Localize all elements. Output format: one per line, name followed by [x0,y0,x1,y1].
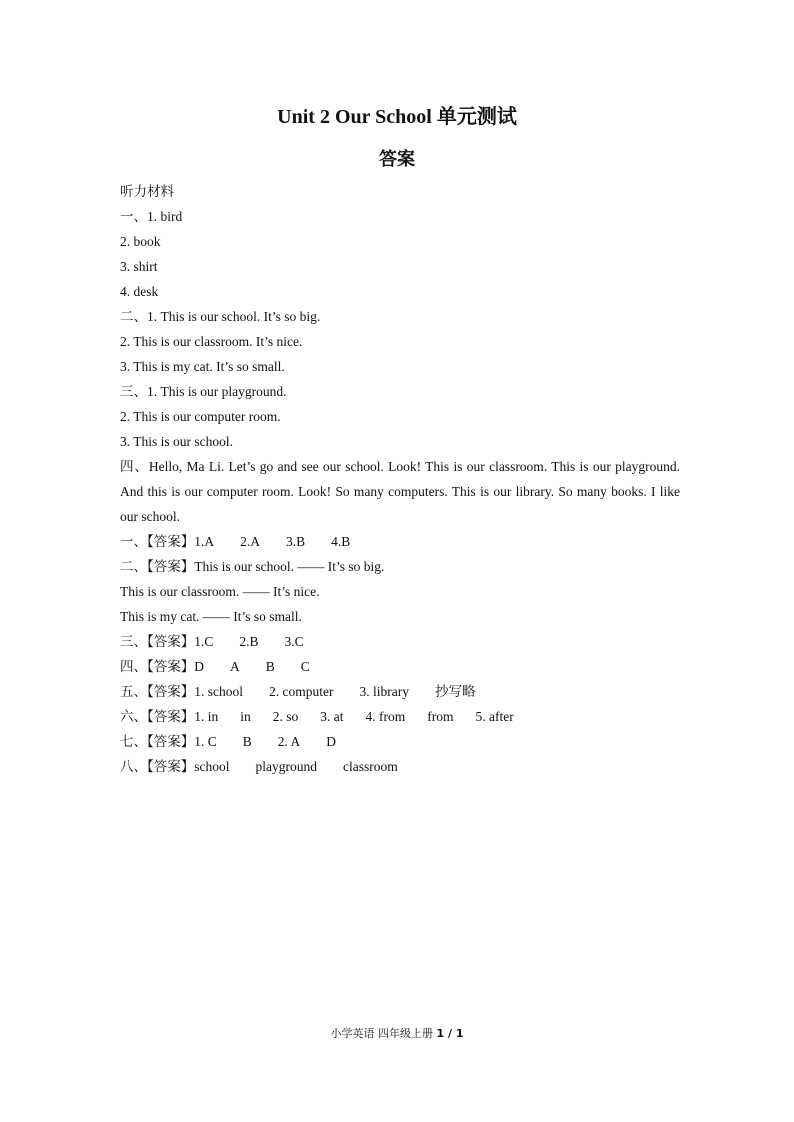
answer-item: 1.A [194,534,215,549]
list-item: 1. bird [147,209,183,224]
answer-tag: 【答案】 [147,634,195,649]
answer-row-5 [120,679,680,704]
answer-tag: 【答案】 [147,559,195,574]
answer-item: 5. after [475,709,514,724]
answer-tag: 【答案】 [147,684,195,699]
list-item: 2. This is our classroom. It’s nice. [120,334,303,349]
list-item: 2. book [120,234,161,249]
list-item: 3. This is my cat. It’s so small. [120,359,285,374]
list-item: 3. This is our school. [120,434,234,449]
section-number: 三、 [120,384,147,399]
answer-item: 3. at [320,709,344,724]
answer-item: 2.A [240,534,260,549]
page-subtitle: 答案 [379,149,415,169]
answer-item: classroom [343,759,398,774]
answer-item: from [427,709,454,724]
listening-s2-line-1 [120,304,680,329]
answer-item: in [240,709,251,724]
section-number: 五、 [120,684,147,699]
section-number: 三、 [120,634,147,649]
answer-item: 1. school [194,684,243,699]
listening-s4-paragraph [120,454,680,529]
answer-row-2 [120,554,680,579]
answer-item: 4.B [331,534,351,549]
answer-row-7 [120,729,680,754]
answer-row-8 [120,754,680,779]
listening-s1-line-1 [120,204,680,229]
section-number: 二、 [120,559,147,574]
answer-item: 1.C [194,634,214,649]
answer-tag: 【答案】 [147,659,195,674]
answer-item: 2. computer [269,684,334,699]
answer-row-6 [120,704,680,729]
answer-item: 4. from [365,709,406,724]
answer-item: 2. so [272,709,299,724]
answer-item: C [300,659,310,674]
section-number: 八、 [120,759,147,774]
answer-item: This is our classroom. —— It’s nice. [120,584,320,599]
listening-heading: 听力材料 [120,184,174,199]
answer-item: playground [255,759,317,774]
answer-item: B [242,734,252,749]
section-number: 六、 [120,709,147,724]
answer-row-4 [120,654,680,679]
answer-row-1 [120,529,680,554]
answer-item: school [194,759,230,774]
answer-item: This is my cat. —— It’s so small. [120,609,302,624]
answer-item: 1. in [194,709,219,724]
page-footer [0,1026,794,1042]
answer-tag: 【答案】 [147,759,195,774]
answer-item: This is our school. —— It’s so big. [194,559,385,574]
passage-text: Hello, Ma Li. Let’s go and see our school. Look! This is our classroom. This is our playground. And this is our computer room. Look! So many computers. This is our library. So many books. I like our school. [120,459,681,524]
answer-item: 1. C [194,734,217,749]
answer-tag: 【答案】 [147,709,195,724]
section-number: 四、 [120,659,147,674]
document-body [120,179,680,779]
answer-item: D [194,659,204,674]
list-item: 1. This is our playground. [147,384,287,399]
list-item: 3. shirt [120,259,158,274]
answer-item: 3.C [284,634,304,649]
page-number: 1 / 1 [436,1027,464,1040]
section-number: 一、 [120,209,147,224]
answer-tag: 【答案】 [147,534,195,549]
answer-item: 2.B [239,634,259,649]
list-item: 4. desk [120,284,159,299]
list-item: 2. This is our computer room. [120,409,281,424]
answer-row-3 [120,629,680,654]
answer-item: 抄写略 [434,684,476,699]
section-number: 二、 [120,309,147,324]
answer-item: B [265,659,275,674]
answer-item: 3.B [286,534,306,549]
answer-item: 2. A [277,734,301,749]
section-number: 一、 [120,534,147,549]
answer-tag: 【答案】 [147,734,195,749]
answer-item: A [230,659,240,674]
answer-item: 3. library [359,684,409,699]
page-title: Unit 2 Our School 单元测试 [277,106,517,128]
section-number: 四、 [120,459,149,474]
listening-s3-line-1 [120,379,680,404]
footer-text: 小学英语 四年级上册 [330,1027,437,1040]
list-item: 1. This is our school. It’s so big. [147,309,321,324]
section-number: 七、 [120,734,147,749]
answer-item: D [326,734,337,749]
